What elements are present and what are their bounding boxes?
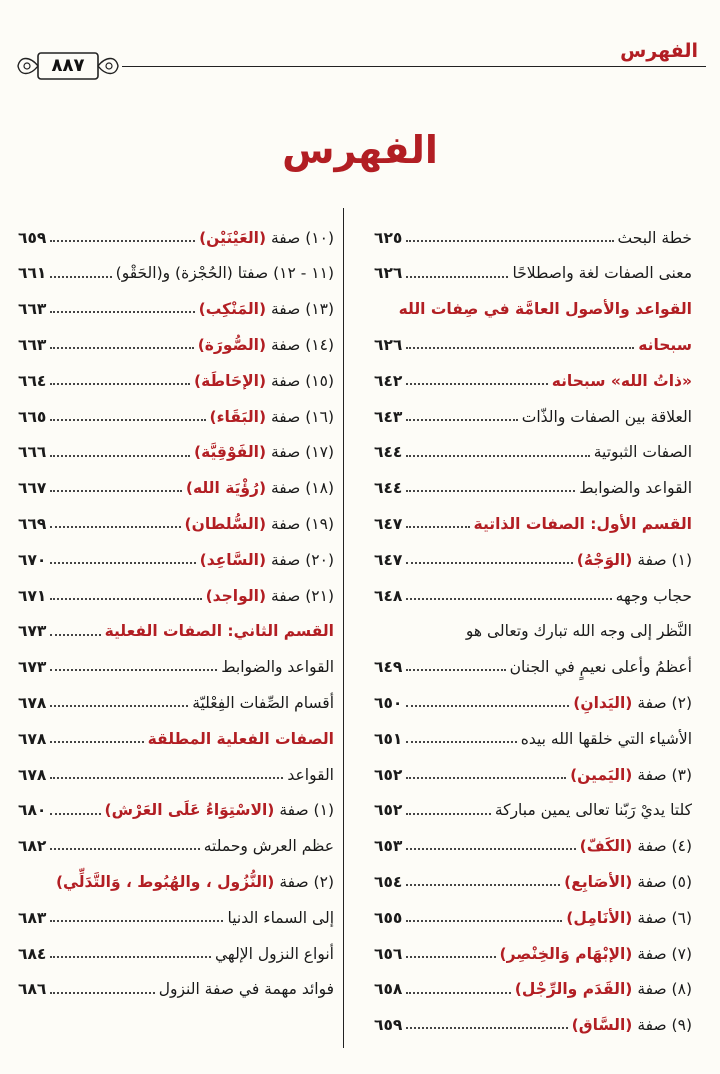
entry-title — [116, 263, 334, 283]
entry-term: (الوَجْهُ) — [576, 550, 633, 569]
index-entry — [18, 928, 334, 964]
entry-page-number: ٦٦٩ — [18, 515, 47, 534]
index-entry — [18, 463, 334, 499]
entry-prefix: (١٤) صفة — [266, 336, 334, 355]
entry-prefix: (١) صفة — [274, 801, 334, 820]
entry-title — [573, 693, 692, 713]
dot-leader — [406, 240, 613, 242]
entry-term: (المَنْكِب) — [198, 300, 267, 319]
entry-page-number: ٦٧٠ — [18, 550, 47, 569]
entry-term: (الأصَابِع) — [564, 873, 633, 891]
index-entry — [374, 606, 692, 642]
entry-prefix: (٣) صفة — [632, 765, 692, 784]
entry-term: (اليَدانِ) — [573, 694, 633, 713]
dot-leader — [406, 562, 572, 564]
index-entry — [18, 355, 334, 391]
index-entry — [374, 713, 692, 749]
entry-page-number: ٦٤٢ — [374, 371, 403, 390]
index-entry — [374, 391, 692, 427]
column-divider — [343, 208, 344, 1048]
entry-page-number: ٦٥٢ — [374, 801, 403, 820]
dot-leader — [406, 419, 517, 421]
running-title: الفهرس — [620, 40, 698, 62]
dot-leader — [406, 920, 562, 922]
dot-leader — [50, 634, 100, 636]
entry-title: «ذاتُ الله» سبحانه — [551, 371, 692, 390]
entry-title: القواعد والضوابط — [221, 658, 334, 677]
entry-title: عظم العرش وحملته — [203, 837, 334, 856]
entry-title: الصفات الثبوتية — [593, 443, 692, 462]
entry-title — [206, 586, 334, 606]
entry-term: (الواجد) — [205, 586, 267, 605]
entry-prefix: (٧) صفة — [632, 944, 692, 963]
index-entry — [18, 498, 334, 534]
entry-prefix: (٦) صفة — [632, 908, 692, 927]
index-entry — [18, 248, 334, 284]
entry-title — [564, 872, 692, 892]
entry-term: (الكَفّ) — [579, 837, 633, 856]
entry-page-number: ٦٨٠ — [18, 801, 47, 820]
entry-prefix: (٢) صفة — [632, 694, 692, 713]
entry-page-number: ٦٦٤ — [18, 371, 47, 390]
entry-prefix: (١٥) صفة — [266, 371, 334, 390]
entry-title — [186, 478, 334, 498]
dot-leader — [406, 276, 508, 278]
entry-title: النَّظر إلى وجه الله تبارك وتعالى هو — [465, 622, 692, 641]
entry-term: (اليَمين) — [570, 765, 633, 784]
index-entry — [18, 284, 334, 320]
entry-title — [566, 908, 692, 928]
entry-title — [200, 550, 334, 570]
entry-page-number: ٦٦٥ — [18, 407, 47, 426]
dot-leader — [406, 884, 560, 886]
entry-title: القواعد — [287, 765, 334, 784]
dot-leader — [406, 1027, 567, 1029]
index-entry — [18, 212, 334, 248]
entry-title: خطة البحث — [617, 228, 692, 247]
dot-leader — [406, 813, 490, 815]
index-entry — [374, 463, 692, 499]
page-title: الفهرس — [282, 128, 438, 172]
dot-leader — [50, 311, 194, 313]
dot-leader — [406, 992, 510, 994]
entry-title — [572, 1015, 692, 1035]
dot-leader — [50, 526, 180, 528]
entry-page-number: ٦٤٧ — [374, 550, 403, 569]
entry-page-number: ٦٥٠ — [374, 694, 403, 713]
entry-page-number: ٦٥٦ — [374, 944, 403, 963]
dot-leader — [50, 920, 223, 922]
index-entry — [18, 677, 334, 713]
entry-term: (البَقَاء) — [209, 407, 267, 426]
entry-title — [105, 800, 334, 820]
dot-leader — [50, 777, 283, 779]
entry-page-number: ٦٤٤ — [374, 443, 403, 462]
page-number: ٨٨٧ — [51, 55, 85, 76]
entry-page-number: ٦٦١ — [18, 264, 47, 283]
entry-prefix: (١٩) صفة — [266, 515, 334, 534]
index-entry — [374, 427, 692, 463]
entry-page-number: ٦٦٧ — [18, 479, 47, 498]
entry-page-number: ٦٦٣ — [18, 300, 47, 319]
entry-term: (رُؤْيَة الله) — [185, 479, 267, 498]
index-entry — [374, 248, 692, 284]
entry-term: (القَدَم والرِّجْل) — [514, 980, 633, 999]
entry-page-number: ٦٥١ — [374, 729, 403, 748]
entry-title: فوائد مهمة في صفة النزول — [158, 980, 334, 999]
entry-title: أقسام الصِّفات الفِعْليّة — [192, 694, 334, 713]
dot-leader — [406, 526, 469, 528]
entry-title: القواعد والضوابط — [579, 479, 692, 498]
index-entry — [18, 892, 334, 928]
entry-title: إلى السماء الدنيا — [227, 908, 334, 927]
index-entry — [374, 856, 692, 892]
entry-prefix: (١٠) صفة — [266, 228, 334, 247]
entry-term: (العَيْنَيْن) — [199, 228, 267, 247]
dot-leader — [50, 848, 199, 850]
index-entry — [374, 677, 692, 713]
dot-leader — [406, 956, 495, 958]
dot-leader — [50, 276, 111, 278]
entry-page-number: ٦٦٦ — [18, 443, 47, 462]
entry-title — [194, 442, 334, 462]
entry-title: أعظمُ وأعلى نعيمٍ في الجنان — [509, 658, 692, 677]
entry-title — [515, 979, 692, 999]
dot-leader — [50, 992, 154, 994]
entry-title — [570, 765, 692, 785]
index-column-right — [374, 212, 692, 1035]
index-entry — [18, 606, 334, 642]
entry-prefix: (٩) صفة — [632, 1016, 692, 1035]
entry-prefix: (١٣) صفة — [266, 300, 334, 319]
dot-leader — [406, 741, 516, 743]
entry-page-number: ٦٢٥ — [374, 228, 403, 247]
dot-leader — [406, 598, 611, 600]
index-entry — [374, 892, 692, 928]
dot-leader — [50, 598, 201, 600]
index-entry — [374, 534, 692, 570]
entry-page-number: ٦٤٣ — [374, 407, 403, 426]
entry-title: أنواع النزول الإلهي — [215, 944, 334, 963]
dot-leader — [50, 383, 190, 385]
entry-prefix: (١٨) صفة — [266, 479, 334, 498]
entry-title — [580, 836, 692, 856]
entry-title — [210, 407, 334, 427]
entry-prefix: (١) صفة — [632, 550, 692, 569]
entry-title — [185, 514, 335, 534]
page-header — [14, 28, 706, 78]
index-entry — [374, 355, 692, 391]
index-entry — [18, 749, 334, 785]
entry-title: القسم الأول: الصفات الذاتية — [473, 515, 692, 534]
dot-leader — [50, 562, 195, 564]
page-number-ornament — [14, 50, 122, 82]
header-rule — [122, 66, 706, 67]
entry-prefix: (٢) صفة — [274, 873, 334, 891]
dot-leader — [50, 956, 211, 958]
dot-leader — [406, 705, 569, 707]
index-entry — [374, 821, 692, 857]
index-entry — [18, 964, 334, 1000]
entry-title — [199, 299, 334, 319]
entry-title: العلاقة بين الصفات والذّات — [521, 407, 692, 426]
dot-leader — [50, 813, 100, 815]
entry-title: معنى الصفات لغة واصطلاحًا — [512, 264, 692, 283]
entry-page-number: ٦٥٩ — [18, 228, 47, 247]
entry-term: (النُّزُول ، والهُبُوط ، وَالتَّدَلِّي) — [55, 873, 275, 891]
entry-page-number: ٦٤٨ — [374, 586, 403, 605]
index-entry — [18, 856, 334, 892]
entry-title — [194, 371, 334, 391]
entry-title: الصفات الفعلية المطلقة — [147, 729, 334, 748]
entry-page-number: ٦٤٩ — [374, 658, 403, 677]
dot-leader — [50, 741, 143, 743]
entry-title: كلتا يديْ رَبّنا تعالى يمين مباركة — [494, 801, 692, 820]
entry-title — [199, 228, 334, 248]
entry-term: (الإبْهَام وَالخِنْصِر) — [499, 944, 633, 963]
entry-page-number: ٦٤٤ — [374, 479, 403, 498]
entry-page-number: ٦٥٢ — [374, 765, 403, 784]
entry-page-number: ٦٤٧ — [374, 515, 403, 534]
entry-page-number: ٦٥٤ — [374, 873, 403, 891]
dot-leader — [406, 347, 634, 349]
entry-title — [500, 944, 692, 964]
entry-page-number: ٦٨٤ — [18, 944, 47, 963]
dot-leader — [50, 240, 195, 242]
index-column-left — [18, 212, 334, 1000]
dot-leader — [50, 705, 188, 707]
entry-title: القواعد والأصول العامَّة في صِفات الله — [398, 300, 692, 319]
entry-term: (السَّاعِد) — [199, 550, 267, 569]
entry-prefix: (٢١) صفة — [266, 586, 334, 605]
entry-title: القسم الثاني: الصفات الفعلية — [104, 622, 334, 641]
dot-leader — [406, 383, 547, 385]
dot-leader — [406, 455, 589, 457]
dot-leader — [50, 455, 190, 457]
entry-title: سبحانه — [638, 336, 692, 355]
entry-page-number: ٦٥٥ — [374, 908, 403, 927]
dot-leader — [50, 490, 181, 492]
entry-title — [56, 872, 334, 892]
entry-term: (السَّاق) — [571, 1016, 633, 1035]
index-entry — [374, 642, 692, 678]
index-entry — [18, 319, 334, 355]
entry-prefix: (٤) صفة — [632, 837, 692, 856]
entry-page-number: ٦٢٦ — [374, 336, 403, 355]
entry-page-number: ٦٥٣ — [374, 837, 403, 856]
entry-term: (الأنَامِل) — [566, 908, 633, 927]
index-entry — [18, 821, 334, 857]
entry-term: (الحُجْزة) و(الحَقْو) — [115, 264, 233, 283]
index-entry — [18, 642, 334, 678]
entry-term: (الفَوْقِيَّة) — [194, 443, 267, 462]
entry-prefix: (٢٠) صفة — [266, 550, 334, 569]
dot-leader — [50, 669, 217, 671]
entry-title — [577, 550, 692, 570]
index-entry — [18, 785, 334, 821]
index-entry — [18, 570, 334, 606]
index-entry — [374, 570, 692, 606]
entry-prefix: (٨) صفة — [632, 980, 692, 999]
entry-page-number: ٦٨٣ — [18, 908, 47, 927]
index-entry — [18, 534, 334, 570]
entry-page-number: ٦٨٢ — [18, 837, 47, 856]
dot-leader — [50, 419, 205, 421]
entry-page-number: ٦٧٨ — [18, 694, 47, 713]
entry-page-number: ٦٥٩ — [374, 1016, 403, 1035]
entry-page-number: ٦٧٣ — [18, 622, 47, 641]
dot-leader — [406, 669, 505, 671]
index-entry — [18, 391, 334, 427]
dot-leader — [50, 347, 193, 349]
index-entry — [374, 1000, 692, 1036]
entry-prefix: (١٦) صفة — [266, 407, 334, 426]
entry-title — [198, 335, 334, 355]
index-entry — [374, 319, 692, 355]
dot-leader — [406, 777, 566, 779]
index-entry — [374, 284, 692, 320]
index-entry — [374, 928, 692, 964]
entry-page-number: ٦٢٦ — [374, 264, 403, 283]
entry-page-number: ٦٥٨ — [374, 980, 403, 999]
entry-page-number: ٦٦٣ — [18, 336, 47, 355]
entry-page-number: ٦٨٦ — [18, 980, 47, 999]
entry-prefix: (١١ - ١٢) صفتا — [232, 264, 334, 283]
entry-page-number: ٦٧٨ — [18, 765, 47, 784]
entry-term: (الصُّورَة) — [197, 336, 267, 355]
dot-leader — [406, 490, 575, 492]
entry-title: الأشياء التي خلقها الله بيده — [520, 729, 692, 748]
index-entry — [18, 713, 334, 749]
entry-page-number: ٦٧٨ — [18, 729, 47, 748]
index-entry — [374, 749, 692, 785]
index-entry — [374, 498, 692, 534]
index-entry — [18, 427, 334, 463]
entry-prefix: (١٧) صفة — [266, 443, 334, 462]
entry-term: (الإحَاطَة) — [194, 371, 267, 390]
index-entry — [374, 212, 692, 248]
dot-leader — [406, 848, 575, 850]
entry-page-number: ٦٧١ — [18, 586, 47, 605]
entry-term: (السُّلطان) — [184, 515, 267, 534]
entry-term: (الاسْتِوَاءُ عَلَى العَرْش) — [104, 801, 275, 820]
entry-page-number: ٦٧٣ — [18, 658, 47, 677]
entry-prefix: (٥) صفة — [632, 873, 692, 891]
index-entry — [374, 964, 692, 1000]
index-entry — [374, 785, 692, 821]
entry-title: حجاب وجهه — [615, 586, 692, 605]
